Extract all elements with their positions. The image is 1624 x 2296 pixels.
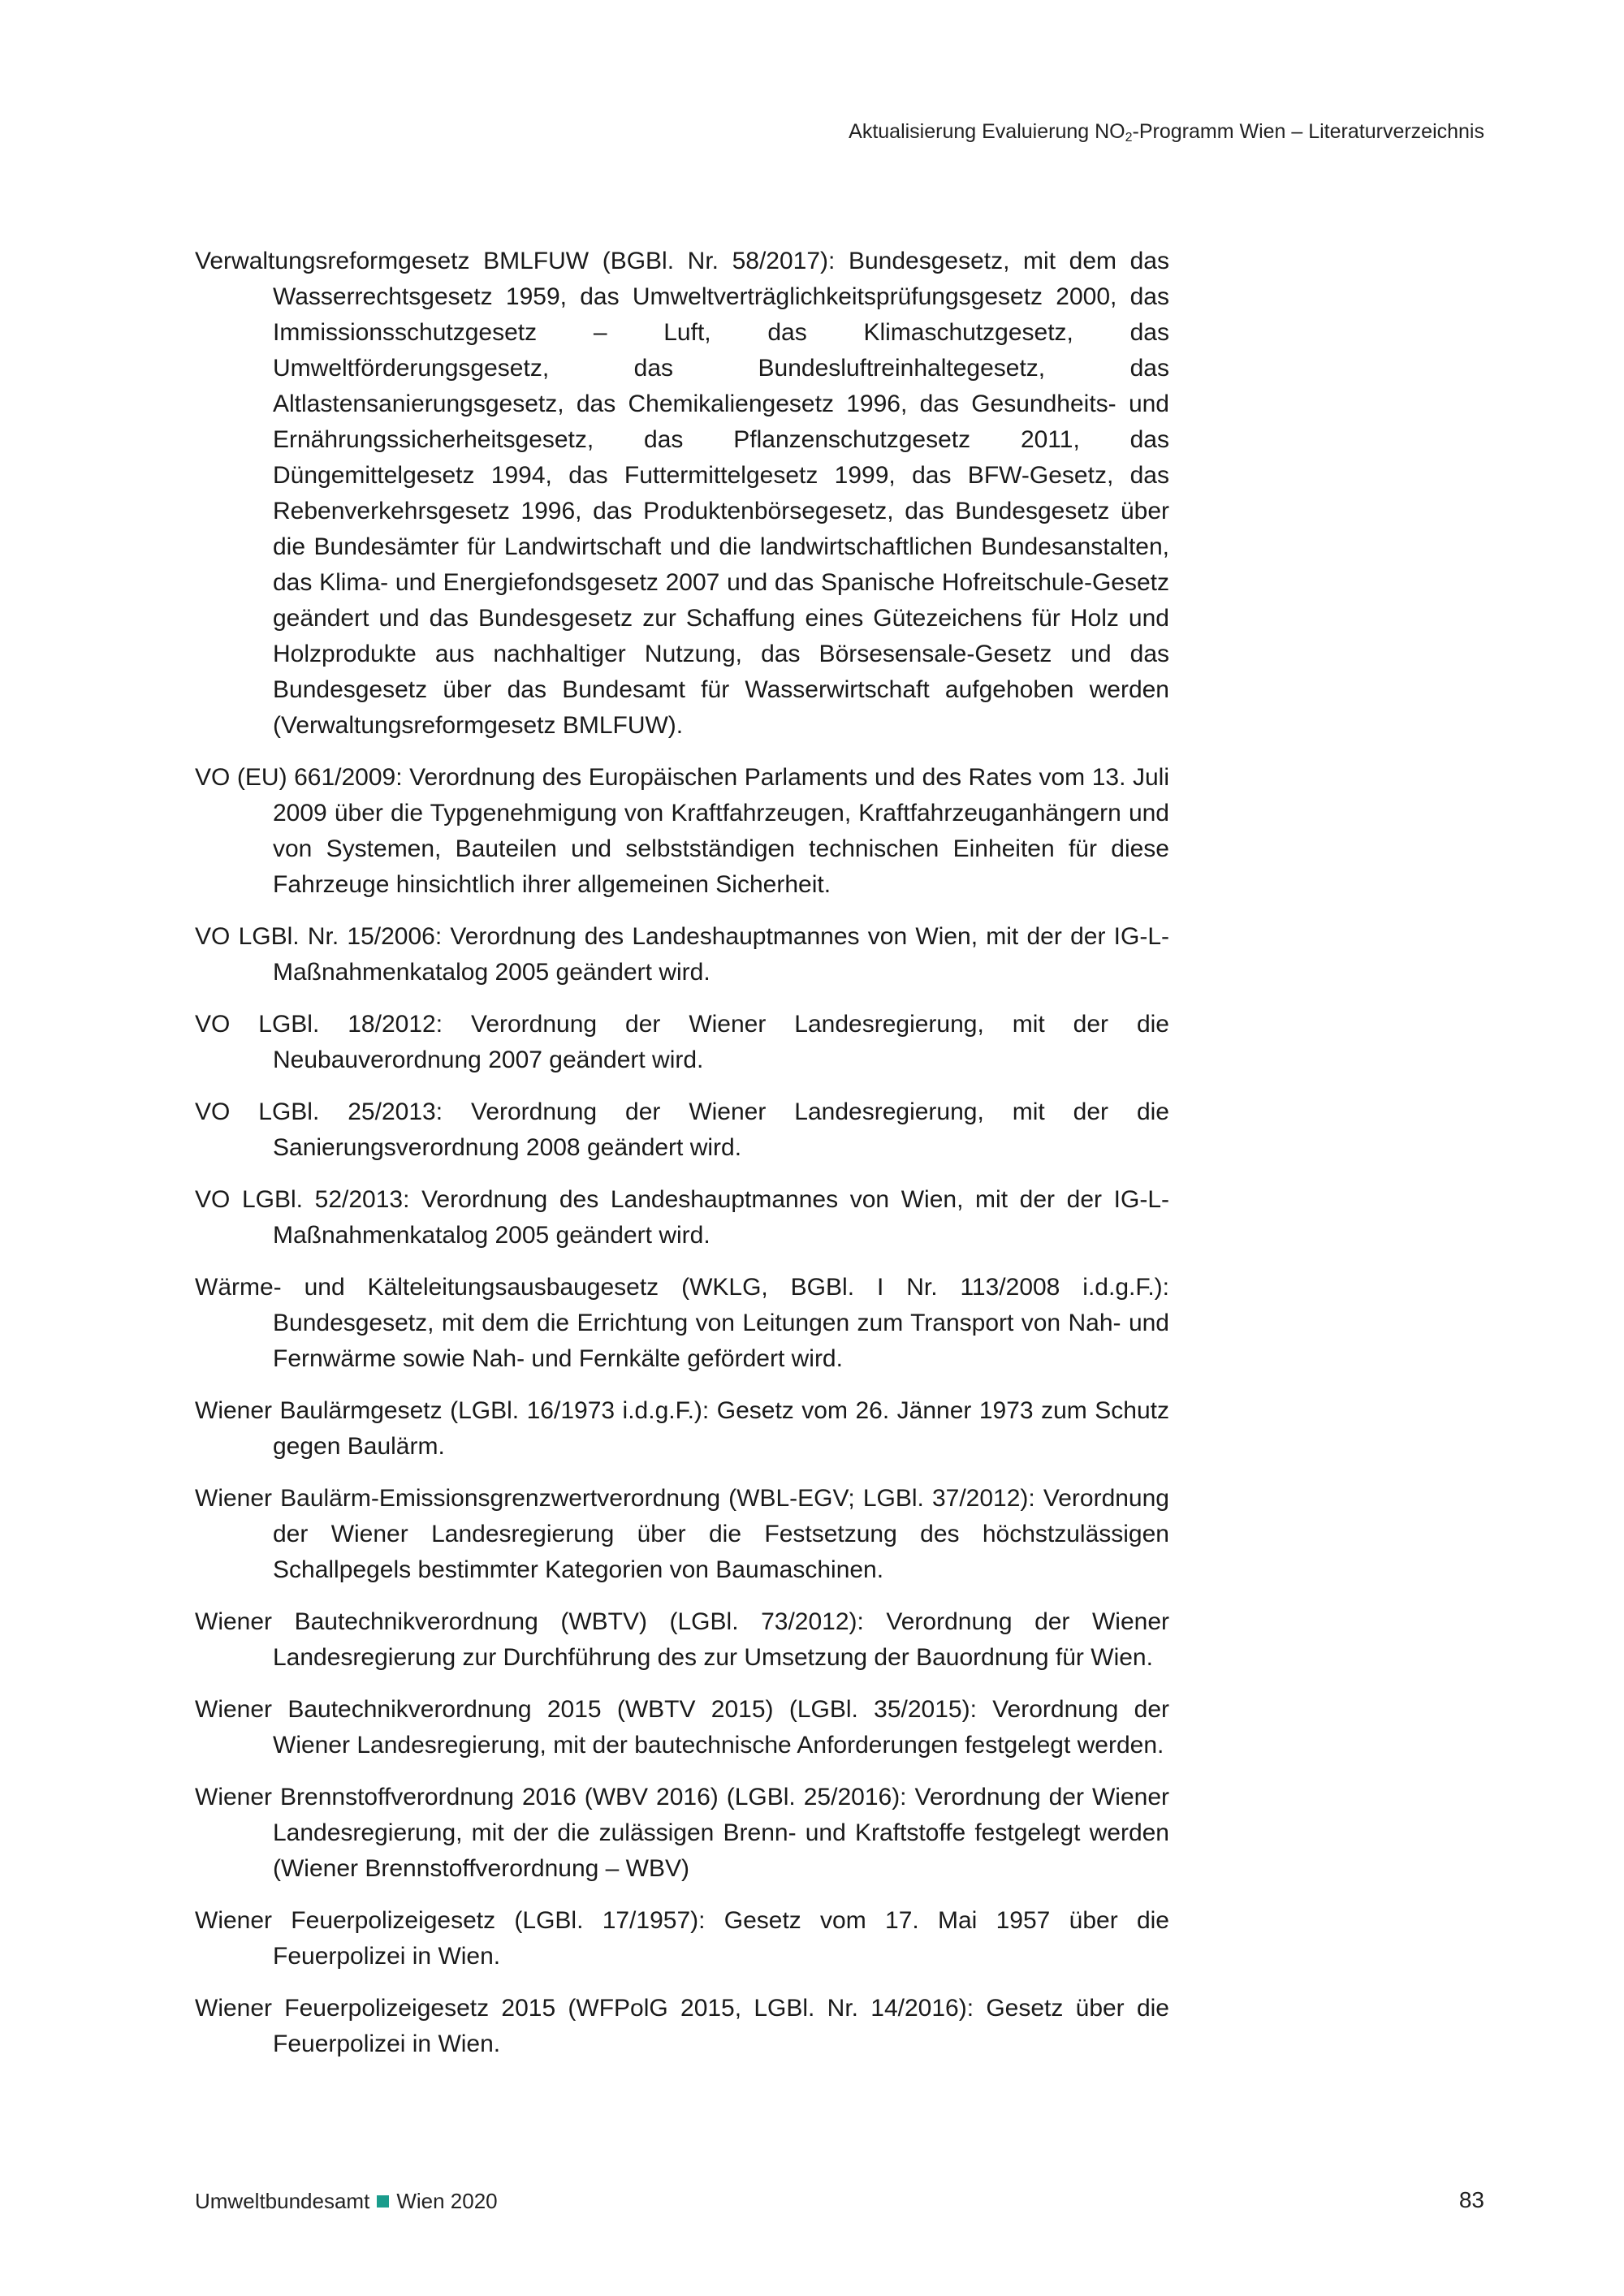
- square-bullet-icon: [377, 2195, 389, 2208]
- page-number: 83: [1458, 2187, 1484, 2212]
- footer-publisher: [195, 2189, 498, 2214]
- reference-entry: Wiener Feuerpolizeigesetz (LGBl. 17/1957): Gesetz vom 17. Mai 1957 über die Feuerpolizei in Wien.: [195, 1907, 1169, 1970]
- reference-entry: Wiener Baulärm-Emissionsgrenzwertverordnung (WBL-EGV; LGBl. 37/2012): Verordnung der Wiener Landesregierung über die Festsetzung des höchstzulässigen Schallpegels bestimmter Kategorien von Baumaschinen.: [195, 1485, 1169, 1583]
- reference-entry: Wiener Brennstoffverordnung 2016 (WBV 2016) (LGBl. 25/2016): Verordnung der Wiener Landesregierung, mit der die zulässigen Brenn- und Kraftstoffe festgelegt werden (Wiener Brennstoffverordnung – WBV): [195, 1784, 1169, 1882]
- reference-entry: Wiener Feuerpolizeigesetz 2015 (WFPolG 2015, LGBl. Nr. 14/2016): Gesetz über die Feuerpolizei in Wien.: [195, 1995, 1169, 2057]
- reference-entry: VO LGBl. Nr. 15/2006: Verordnung des Landeshauptmannes von Wien, mit der der IG-L-Maßnahmenkatalog 2005 geändert wird.: [195, 923, 1169, 986]
- reference-entry: Wiener Baulärmgesetz (LGBl. 16/1973 i.d.g.F.): Gesetz vom 26. Jänner 1973 zum Schutz gegen Baulärm.: [195, 1397, 1169, 1460]
- reference-entry: VO LGBl. 52/2013: Verordnung des Landeshauptmannes von Wien, mit der der IG-L-Maßnahmenkatalog 2005 geändert wird.: [195, 1186, 1169, 1249]
- reference-entry: VO LGBl. 18/2012: Verordnung der Wiener Landesregierung, mit der die Neubauverordnung 2007 geändert wird.: [195, 1011, 1169, 1073]
- running-header: [849, 120, 1484, 145]
- reference-entry: Wiener Bautechnikverordnung (WBTV) (LGBl. 73/2012): Verordnung der Wiener Landesregierung zur Durchführung des zur Umsetzung der Bauordnung für Wien.: [195, 1608, 1169, 1671]
- reference-entry: Wärme- und Kälteleitungsausbaugesetz (WKLG, BGBl. I Nr. 113/2008 i.d.g.F.): Bundesgesetz, mit dem die Errichtung von Leitungen zum Transport von Nah- und Fernwärme sowie Nah- und Fernkälte gefördert wird.: [195, 1274, 1169, 1372]
- reference-entry: VO LGBl. 25/2013: Verordnung der Wiener Landesregierung, mit der die Sanierungsverordnung 2008 geändert wird.: [195, 1098, 1169, 1161]
- reference-entry: Wiener Bautechnikverordnung 2015 (WBTV 2015) (LGBl. 35/2015): Verordnung der Wiener Landesregierung, mit der bautechnische Anforderungen festgelegt werden.: [195, 1696, 1169, 1759]
- location-year: Wien 2020: [396, 2189, 498, 2213]
- publisher-name: Umweltbundesamt: [195, 2189, 370, 2213]
- reference-list: [195, 244, 1169, 2078]
- header-title-part-2: -Programm Wien – Literaturverzeichnis: [1132, 120, 1484, 143]
- header-title-subscript: 2: [1125, 131, 1133, 145]
- reference-entry: Verwaltungsreformgesetz BMLFUW (BGBl. Nr. 58/2017): Bundesgesetz, mit dem das Wasserrechtsgesetz 1959, das Umweltverträglichkeitsprüfungsgesetz 2000, das Immissionsschutzgesetz – Luft, das Klimaschutzgesetz, das Umweltförderungsgesetz, das Bundesluftreinhaltegesetz, das Altlastensanierungsgesetz, das Chemikaliengesetz 1996, das Gesundheits- und Ernährungssicherheitsgesetz, das Pflanzenschutzgesetz 2011, das Düngemittelgesetz 1994, das Futtermittelgesetz 1999, das BFW-Gesetz, das Rebenverkehrsgesetz 1996, das Produktenbörsegesetz, das Bundesgesetz über die Bundesämter für Landwirtschaft und die landwirtschaftlichen Bundesanstalten, das Klima- und Energiefondsgesetz 2007 und das Spanische Hofreitschule-Gesetz geändert und das Bundesgesetz zur Schaffung eines Gütezeichens für Holz und Holzprodukte aus nachhaltiger Nutzung, das Börsesensale-Gesetz und das Bundesgesetz über das Bundesamt für Wasserwirtschaft aufgehoben werden (Verwaltungsreformgesetz BMLFUW).: [195, 248, 1169, 739]
- reference-entry: VO (EU) 661/2009: Verordnung des Europäischen Parlaments und des Rates vom 13. Juli 2009 über die Typgenehmigung von Kraftfahrzeugen, Kraftfahrzeuganhängern und von Systemen, Bauteilen und selbstständigen technischen Einheiten für diese Fahrzeuge hinsichtlich ihrer allgemeinen Sicherheit.: [195, 764, 1169, 898]
- header-title-part-1: Aktualisierung Evaluierung NO: [849, 120, 1125, 143]
